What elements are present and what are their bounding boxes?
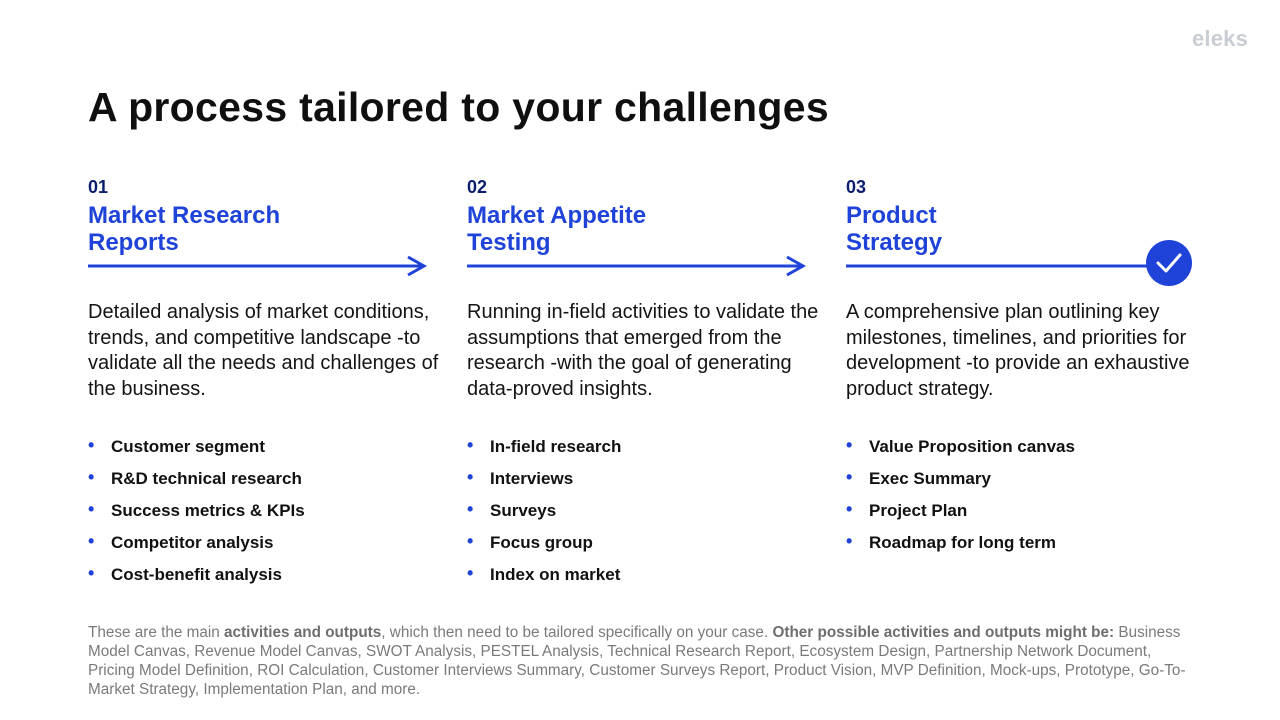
step-bullet-list (467, 436, 621, 596)
list-item (846, 500, 1075, 532)
bullet-dot-icon: • (467, 531, 474, 551)
page-title: A process tailored to your challenges (88, 84, 829, 130)
list-item (467, 500, 621, 532)
list-item-text: Focus group (490, 533, 593, 552)
bullet-dot-icon: • (846, 531, 853, 551)
list-item (467, 468, 621, 500)
list-item-text: Customer segment (111, 437, 265, 456)
list-item (467, 564, 621, 596)
bullet-dot-icon: • (846, 467, 853, 487)
footer-note (88, 623, 1188, 699)
list-item-text: Cost-benefit analysis (111, 565, 282, 584)
footer-bold-2: Other possible activities and outputs might be: (772, 624, 1115, 641)
step-bullet-list (846, 436, 1075, 564)
step-heading-line1: Product (846, 202, 937, 229)
step-number: 03 (846, 177, 867, 197)
bullet-dot-icon: • (88, 499, 95, 519)
step-heading-line2: Strategy (846, 229, 943, 256)
step-number: 01 (88, 177, 109, 197)
footer-bold-1: activities and outputs (224, 624, 382, 641)
bullet-dot-icon: • (467, 563, 474, 583)
list-item (467, 532, 621, 564)
bullet-dot-icon: • (88, 435, 95, 455)
step-bullet-list (88, 436, 305, 596)
list-item (88, 468, 305, 500)
list-item-text: In-field research (490, 437, 622, 456)
list-item-text: Project Plan (869, 501, 968, 520)
list-item (88, 436, 305, 468)
bullet-dot-icon: • (88, 531, 95, 551)
list-item-text: Success metrics & KPIs (111, 501, 305, 520)
step-heading-line2: Reports (88, 229, 179, 256)
list-item-text: Value Proposition canvas (869, 437, 1075, 456)
step-heading (467, 202, 817, 256)
bullet-dot-icon: • (846, 499, 853, 519)
bullet-dot-icon: • (846, 435, 853, 455)
arrow-right-icon (467, 254, 807, 278)
step-heading-line1: Market Appetite (467, 202, 647, 229)
list-item-text: Index on market (490, 565, 621, 584)
bullet-dot-icon: • (88, 563, 95, 583)
footer-text-3: Business Model Canvas, Revenue Model Canvas, SWOT Analysis, PESTEL Analysis, Technical Research Report, Ecosystem Design, Partnership Network Document, Pricing Model Definition, ROI Calculation, Customer Interviews Summary, Customer Surveys Report, Product Vision, MVP Definition, Mock-ups, Prototype, Go-To-Market Strategy, Implementation Plan, and more. (88, 624, 1186, 698)
step-heading (88, 202, 438, 256)
list-item (846, 436, 1075, 468)
step-description: A comprehensive plan outlining key milestones, timelines, and priorities for development -to provide an exhaustive product strategy. (846, 301, 1190, 400)
arrow-right-icon (88, 254, 428, 278)
bullet-dot-icon: • (467, 467, 474, 487)
step-column-2 (467, 176, 819, 584)
step-description: Detailed analysis of market conditions, trends, and competitive landscape -to validate all the needs and challenges of the business. (88, 301, 439, 400)
list-item-text: R&D technical research (111, 469, 302, 488)
step-description: Running in-field activities to validate the assumptions that emerged from the research -with the goal of generating data-proved insights. (467, 301, 819, 400)
checkmark-circle-icon (846, 239, 1196, 289)
bullet-dot-icon: • (467, 435, 474, 455)
list-item-text: Exec Summary (869, 469, 991, 488)
list-item-text: Roadmap for long term (869, 533, 1057, 552)
step-heading-line2: Testing (467, 229, 551, 256)
footer-text-1: These are the main (88, 624, 225, 641)
list-item-text: Interviews (490, 469, 574, 488)
eleks-logo: eleks (1192, 26, 1249, 51)
bullet-dot-icon: • (88, 467, 95, 487)
list-item (846, 532, 1075, 564)
list-item (88, 500, 305, 532)
list-item (88, 532, 305, 564)
step-column-1 (88, 176, 439, 584)
list-item (88, 564, 305, 596)
bullet-dot-icon: • (467, 499, 474, 519)
step-column-3 (846, 176, 1196, 552)
list-item-text: Competitor analysis (111, 533, 274, 552)
step-number: 02 (467, 177, 488, 197)
list-item (846, 468, 1075, 500)
list-item-text: Surveys (490, 501, 557, 520)
footer-text-2: , which then need to be tailored specifically on your case. (381, 624, 773, 641)
step-heading-line1: Market Research (88, 202, 281, 229)
list-item (467, 436, 621, 468)
